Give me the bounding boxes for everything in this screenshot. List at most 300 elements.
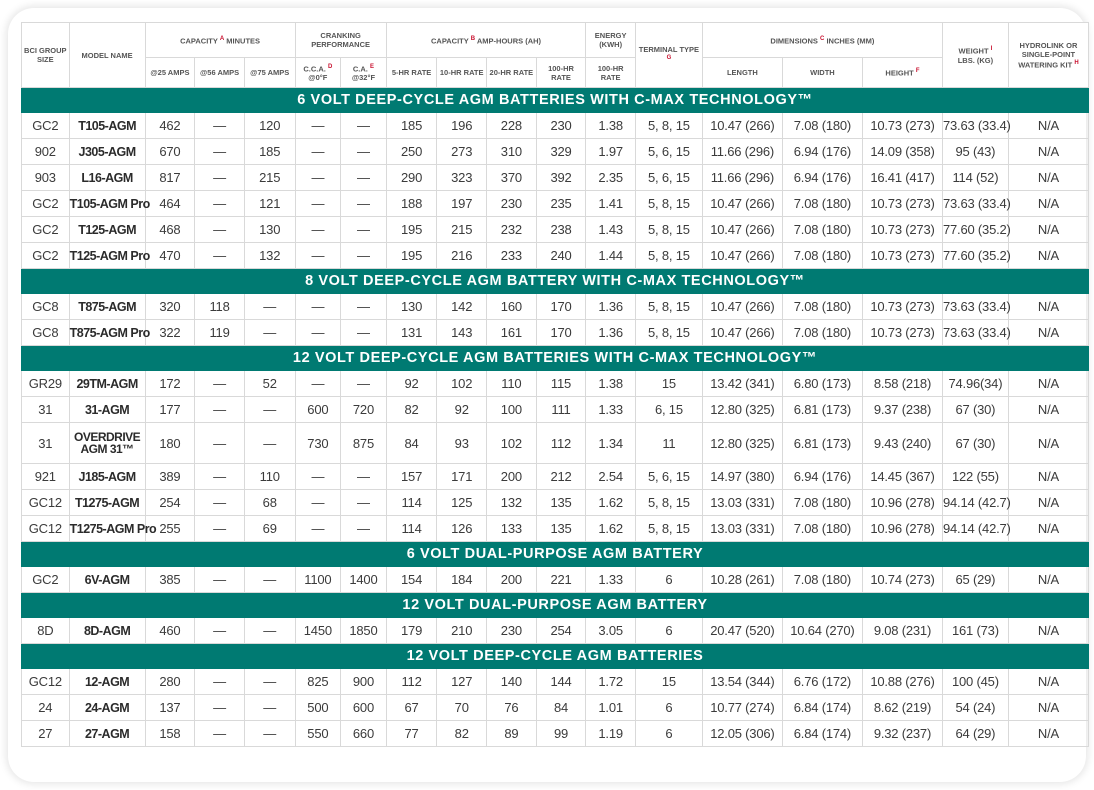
table-cell: — (341, 165, 387, 191)
table-cell: 875 (341, 423, 387, 464)
table-cell: 64 (29) (942, 721, 1008, 747)
table-cell: GC2 (22, 243, 70, 269)
table-cell: GC8 (22, 320, 70, 346)
table-cell: 240 (536, 243, 586, 269)
model-name-cell: 6V-AGM (69, 567, 145, 593)
table-cell: 180 (145, 423, 195, 464)
table-cell: — (195, 516, 245, 542)
table-cell: 130 (386, 294, 437, 320)
table-cell: N/A (1008, 165, 1088, 191)
table-cell: 160 (487, 294, 537, 320)
table-cell: N/A (1008, 669, 1088, 695)
table-cell: 323 (437, 165, 487, 191)
table-cell: 158 (145, 721, 195, 747)
table-cell: 11.66 (296) (702, 165, 782, 191)
table-cell: 212 (536, 464, 586, 490)
table-row (22, 294, 1089, 320)
header-energy-100hr-rate: 100-HR RATE (586, 58, 636, 88)
header-25-amps: @25 AMPS (145, 58, 195, 88)
table-cell: 464 (145, 191, 195, 217)
table-cell: 1.01 (586, 695, 636, 721)
table-cell: 9.43 (240) (862, 423, 942, 464)
table-cell: — (195, 371, 245, 397)
header-energy: ENERGY (KWH) (586, 23, 636, 58)
table-cell: 10.47 (266) (702, 113, 782, 139)
header-20hr-rate: 20-HR RATE (487, 58, 537, 88)
table-cell: 177 (145, 397, 195, 423)
table-row (22, 139, 1089, 165)
table-viewport[interactable] (21, 22, 1081, 774)
table-cell: 67 (386, 695, 437, 721)
table-cell: 161 (73) (942, 618, 1008, 644)
header-bci-group-size: BCI GROUP SIZE (22, 23, 70, 88)
model-name-cell: OVERDRIVE AGM 31™ (69, 423, 145, 464)
table-cell: N/A (1008, 516, 1088, 542)
table-cell: 185 (244, 139, 295, 165)
table-cell: 10.64 (270) (782, 618, 862, 644)
header-hydrolink: HYDROLINK OR SINGLE-POINT WATERING KIT $^H$ (1008, 23, 1088, 88)
table-cell: — (295, 243, 341, 269)
table-cell: — (195, 217, 245, 243)
table-cell: 290 (386, 165, 437, 191)
table-cell: 233 (487, 243, 537, 269)
table-cell: 120 (244, 113, 295, 139)
table-cell: 7.08 (180) (782, 567, 862, 593)
table-cell: 76 (487, 695, 537, 721)
table-cell: 1.36 (586, 320, 636, 346)
model-name-cell: T875-AGM (69, 294, 145, 320)
table-cell: 228 (487, 113, 537, 139)
table-cell: 232 (487, 217, 537, 243)
table-cell: 12.80 (325) (702, 397, 782, 423)
model-name-cell: L16-AGM (69, 165, 145, 191)
table-cell: 143 (437, 320, 487, 346)
table-cell: 5, 6, 15 (635, 464, 702, 490)
table-cell: 10.47 (266) (702, 320, 782, 346)
table-cell: 154 (386, 567, 437, 593)
table-cell: N/A (1008, 217, 1088, 243)
table-cell: 1400 (341, 567, 387, 593)
table-cell: 216 (437, 243, 487, 269)
table-cell: — (341, 490, 387, 516)
table-cell: 6.81 (173) (782, 397, 862, 423)
header-capacity-minutes: CAPACITY $^A$ MINUTES (145, 23, 295, 58)
table-cell: 10.73 (273) (862, 217, 942, 243)
table-cell: — (195, 567, 245, 593)
table-cell: 7.08 (180) (782, 490, 862, 516)
table-cell: 94.14 (42.7) (942, 516, 1008, 542)
table-cell: 7.08 (180) (782, 191, 862, 217)
model-name-cell: J305-AGM (69, 139, 145, 165)
table-cell: — (195, 113, 245, 139)
table-cell: GR29 (22, 371, 70, 397)
table-cell: 600 (341, 695, 387, 721)
table-cell: 9.32 (237) (862, 721, 942, 747)
table-cell: 11 (635, 423, 702, 464)
header-cranking-performance: CRANKING PERFORMANCE (295, 23, 386, 58)
table-cell: 5, 8, 15 (635, 490, 702, 516)
table-cell: 6 (635, 721, 702, 747)
model-name-cell: 29TM-AGM (69, 371, 145, 397)
table-cell: 550 (295, 721, 341, 747)
table-cell: N/A (1008, 371, 1088, 397)
table-cell: 273 (437, 139, 487, 165)
table-cell: 10.28 (261) (702, 567, 782, 593)
header-terminal-type: TERMINAL TYPE $^G$ (635, 23, 702, 88)
table-card (8, 8, 1086, 782)
table-cell: N/A (1008, 721, 1088, 747)
table-cell: — (295, 165, 341, 191)
table-cell: 6.94 (176) (782, 139, 862, 165)
table-row (22, 371, 1089, 397)
table-cell: 197 (437, 191, 487, 217)
table-cell: 10.47 (266) (702, 217, 782, 243)
table-cell: 114 (386, 516, 437, 542)
table-cell: 7.08 (180) (782, 243, 862, 269)
table-cell: 114 (386, 490, 437, 516)
table-cell: — (295, 294, 341, 320)
table-cell: — (295, 464, 341, 490)
table-cell: — (341, 243, 387, 269)
table-row (22, 721, 1089, 747)
header-height: HEIGHT $^F$ (862, 58, 942, 88)
table-cell: 114 (52) (942, 165, 1008, 191)
table-cell: GC2 (22, 217, 70, 243)
table-cell: N/A (1008, 320, 1088, 346)
table-row (22, 567, 1089, 593)
header-width: WIDTH (782, 58, 862, 88)
table-cell: 10.47 (266) (702, 243, 782, 269)
table-cell: — (295, 139, 341, 165)
table-cell: N/A (1008, 423, 1088, 464)
table-cell: 825 (295, 669, 341, 695)
table-row (22, 516, 1089, 542)
table-cell: N/A (1008, 490, 1088, 516)
table-cell: — (341, 516, 387, 542)
table-cell: — (341, 217, 387, 243)
table-cell: — (195, 397, 245, 423)
section-header-row (22, 346, 1089, 371)
table-cell: 5, 8, 15 (635, 113, 702, 139)
table-cell: 1.62 (586, 516, 636, 542)
table-cell: — (195, 243, 245, 269)
table-cell: 8.62 (219) (862, 695, 942, 721)
table-cell: 110 (244, 464, 295, 490)
table-row (22, 397, 1089, 423)
table-cell: 1.19 (586, 721, 636, 747)
table-cell: 1.36 (586, 294, 636, 320)
table-cell: 1.43 (586, 217, 636, 243)
table-row (22, 165, 1089, 191)
table-cell: N/A (1008, 139, 1088, 165)
header-75-amps: @75 AMPS (244, 58, 295, 88)
table-cell: 67 (30) (942, 397, 1008, 423)
table-cell: 115 (536, 371, 586, 397)
table-cell: — (244, 397, 295, 423)
table-row (22, 464, 1089, 490)
table-row (22, 669, 1089, 695)
table-cell: 84 (386, 423, 437, 464)
table-row (22, 243, 1089, 269)
table-cell: 127 (437, 669, 487, 695)
table-row (22, 113, 1089, 139)
model-name-cell: T105-AGM (69, 113, 145, 139)
table-cell: 460 (145, 618, 195, 644)
table-cell: 10.74 (273) (862, 567, 942, 593)
table-cell: 188 (386, 191, 437, 217)
table-cell: 230 (487, 618, 537, 644)
table-cell: 170 (536, 320, 586, 346)
table-cell: 6.94 (176) (782, 464, 862, 490)
table-cell: 142 (437, 294, 487, 320)
table-cell: 179 (386, 618, 437, 644)
table-cell: 92 (386, 371, 437, 397)
table-cell: 112 (386, 669, 437, 695)
table-cell: 385 (145, 567, 195, 593)
table-cell: 144 (536, 669, 586, 695)
header-model-name: MODEL NAME (69, 23, 145, 88)
table-body (22, 88, 1089, 747)
header-length: LENGTH (702, 58, 782, 88)
table-cell: — (195, 464, 245, 490)
table-cell: N/A (1008, 618, 1088, 644)
table-cell: 8D (22, 618, 70, 644)
section-title: 12 VOLT DUAL-PURPOSE AGM BATTERY (22, 593, 1089, 618)
table-cell: 70 (437, 695, 487, 721)
table-cell: 126 (437, 516, 487, 542)
table-cell: 670 (145, 139, 195, 165)
table-cell: GC12 (22, 669, 70, 695)
table-cell: 10.73 (273) (862, 113, 942, 139)
table-cell: 15 (635, 669, 702, 695)
table-cell: 52 (244, 371, 295, 397)
table-cell: 6.94 (176) (782, 165, 862, 191)
table-cell: 250 (386, 139, 437, 165)
section-header-row (22, 593, 1089, 618)
header-10hr-rate: 10-HR RATE (437, 58, 487, 88)
table-cell: GC2 (22, 191, 70, 217)
table-cell: 118 (195, 294, 245, 320)
table-cell: 65 (29) (942, 567, 1008, 593)
table-cell: N/A (1008, 567, 1088, 593)
table-cell: 500 (295, 695, 341, 721)
battery-spec-table (21, 22, 1089, 747)
table-cell: 238 (536, 217, 586, 243)
table-cell: 5, 8, 15 (635, 516, 702, 542)
table-cell: 230 (487, 191, 537, 217)
table-cell: 6.80 (173) (782, 371, 862, 397)
model-name-cell: 31-AGM (69, 397, 145, 423)
table-cell: 82 (437, 721, 487, 747)
table-cell: — (341, 371, 387, 397)
header-ca: C.A. $^E$ @32°F (341, 58, 387, 88)
table-cell: 389 (145, 464, 195, 490)
section-header-row (22, 269, 1089, 294)
table-cell: 5, 8, 15 (635, 320, 702, 346)
table-cell: 171 (437, 464, 487, 490)
table-cell: — (244, 721, 295, 747)
table-cell: 903 (22, 165, 70, 191)
table-cell: GC12 (22, 490, 70, 516)
table-cell: 7.08 (180) (782, 320, 862, 346)
table-cell: 14.97 (380) (702, 464, 782, 490)
table-cell: 200 (487, 567, 537, 593)
table-cell: 157 (386, 464, 437, 490)
table-cell: 54 (24) (942, 695, 1008, 721)
table-cell: 1100 (295, 567, 341, 593)
table-cell: 67 (30) (942, 423, 1008, 464)
table-cell: 27 (22, 721, 70, 747)
table-cell: 5, 6, 15 (635, 139, 702, 165)
table-row (22, 320, 1089, 346)
section-title: 6 VOLT DEEP-CYCLE AGM BATTERIES WITH C-MAX TECHNOLOGY™ (22, 88, 1089, 113)
table-cell: 817 (145, 165, 195, 191)
table-cell: 5, 8, 15 (635, 217, 702, 243)
table-cell: 102 (487, 423, 537, 464)
table-cell: 254 (145, 490, 195, 516)
table-cell: 13.03 (331) (702, 516, 782, 542)
table-cell: 99 (536, 721, 586, 747)
table-cell: 720 (341, 397, 387, 423)
table-cell: — (195, 423, 245, 464)
model-name-cell: 27-AGM (69, 721, 145, 747)
table-cell: — (195, 669, 245, 695)
table-cell: — (244, 669, 295, 695)
table-cell: 6 (635, 618, 702, 644)
section-header-row (22, 542, 1089, 567)
table-cell: — (341, 294, 387, 320)
table-cell: GC2 (22, 113, 70, 139)
table-cell: 73.63 (33.4) (942, 294, 1008, 320)
header-100hr-rate: 100-HR RATE (536, 58, 586, 88)
table-cell: 140 (487, 669, 537, 695)
table-cell: — (195, 191, 245, 217)
table-cell: 77 (386, 721, 437, 747)
table-cell: 132 (487, 490, 537, 516)
table-cell: 130 (244, 217, 295, 243)
table-cell: 10.88 (276) (862, 669, 942, 695)
table-cell: 13.03 (331) (702, 490, 782, 516)
table-cell: 5, 8, 15 (635, 294, 702, 320)
table-cell: 135 (536, 516, 586, 542)
table-cell: 462 (145, 113, 195, 139)
table-cell: 6.81 (173) (782, 423, 862, 464)
section-title: 12 VOLT DEEP-CYCLE AGM BATTERIES (22, 644, 1089, 669)
table-cell: 7.08 (180) (782, 516, 862, 542)
table-cell: 14.09 (358) (862, 139, 942, 165)
table-cell: — (195, 721, 245, 747)
table-cell: 20.47 (520) (702, 618, 782, 644)
table-cell: 13.54 (344) (702, 669, 782, 695)
table-cell: 5, 8, 15 (635, 191, 702, 217)
table-cell: 1.33 (586, 397, 636, 423)
table-cell: 137 (145, 695, 195, 721)
model-name-cell: 8D-AGM (69, 618, 145, 644)
table-cell: 1.38 (586, 371, 636, 397)
table-cell: 89 (487, 721, 537, 747)
table-cell: — (341, 113, 387, 139)
table-cell: N/A (1008, 113, 1088, 139)
table-cell: 77.60 (35.2) (942, 217, 1008, 243)
table-cell: 74.96(34) (942, 371, 1008, 397)
table-cell: 15 (635, 371, 702, 397)
table-cell: 161 (487, 320, 537, 346)
section-title: 6 VOLT DUAL-PURPOSE AGM BATTERY (22, 542, 1089, 567)
table-row (22, 217, 1089, 243)
table-cell: 322 (145, 320, 195, 346)
header-5hr-rate: 5-HR RATE (386, 58, 437, 88)
table-cell: 100 (45) (942, 669, 1008, 695)
table-cell: 600 (295, 397, 341, 423)
table-cell: 10.96 (278) (862, 490, 942, 516)
table-cell: 7.08 (180) (782, 217, 862, 243)
table-cell: 7.08 (180) (782, 113, 862, 139)
table-cell: N/A (1008, 294, 1088, 320)
table-cell: 6.84 (174) (782, 721, 862, 747)
table-cell: 2.35 (586, 165, 636, 191)
table-cell: 5, 8, 15 (635, 243, 702, 269)
table-cell: 111 (536, 397, 586, 423)
table-cell: 195 (386, 217, 437, 243)
table-cell: 184 (437, 567, 487, 593)
table-cell: 1.38 (586, 113, 636, 139)
table-cell: 170 (536, 294, 586, 320)
table-cell: 902 (22, 139, 70, 165)
table-cell: 110 (487, 371, 537, 397)
table-cell: 1.62 (586, 490, 636, 516)
model-name-cell: T125-AGM Pro (69, 243, 145, 269)
table-cell: 6 (635, 567, 702, 593)
table-cell: 254 (536, 618, 586, 644)
table-cell: 280 (145, 669, 195, 695)
table-cell: 24 (22, 695, 70, 721)
table-cell: 31 (22, 423, 70, 464)
table-cell: 6 (635, 695, 702, 721)
table-cell: 131 (386, 320, 437, 346)
table-cell: — (244, 567, 295, 593)
table-cell: 255 (145, 516, 195, 542)
table-cell: 320 (145, 294, 195, 320)
table-cell: 69 (244, 516, 295, 542)
table-cell: 230 (536, 113, 586, 139)
table-cell: — (244, 618, 295, 644)
table-cell: 195 (386, 243, 437, 269)
table-cell: 10.73 (273) (862, 191, 942, 217)
table-cell: — (341, 191, 387, 217)
header-weight: WEIGHT $^I$ LBS. (KG) (942, 23, 1008, 88)
table-cell: 10.47 (266) (702, 294, 782, 320)
table-cell: — (295, 320, 341, 346)
table-row (22, 618, 1089, 644)
table-cell: 6.76 (172) (782, 669, 862, 695)
header-capacity-amp-hours: CAPACITY $^B$ AMP-HOURS (AH) (386, 23, 586, 58)
table-cell: 392 (536, 165, 586, 191)
table-cell: 235 (536, 191, 586, 217)
table-cell: 210 (437, 618, 487, 644)
table-cell: 6.84 (174) (782, 695, 862, 721)
table-cell: — (244, 423, 295, 464)
table-cell: 215 (437, 217, 487, 243)
table-row (22, 423, 1089, 464)
model-name-cell: T1275-AGM (69, 490, 145, 516)
table-cell: 470 (145, 243, 195, 269)
table-cell: 10.77 (274) (702, 695, 782, 721)
table-cell: — (244, 695, 295, 721)
table-cell: 132 (244, 243, 295, 269)
table-cell: 12.05 (306) (702, 721, 782, 747)
table-cell: 94.14 (42.7) (942, 490, 1008, 516)
section-header-row (22, 644, 1089, 669)
